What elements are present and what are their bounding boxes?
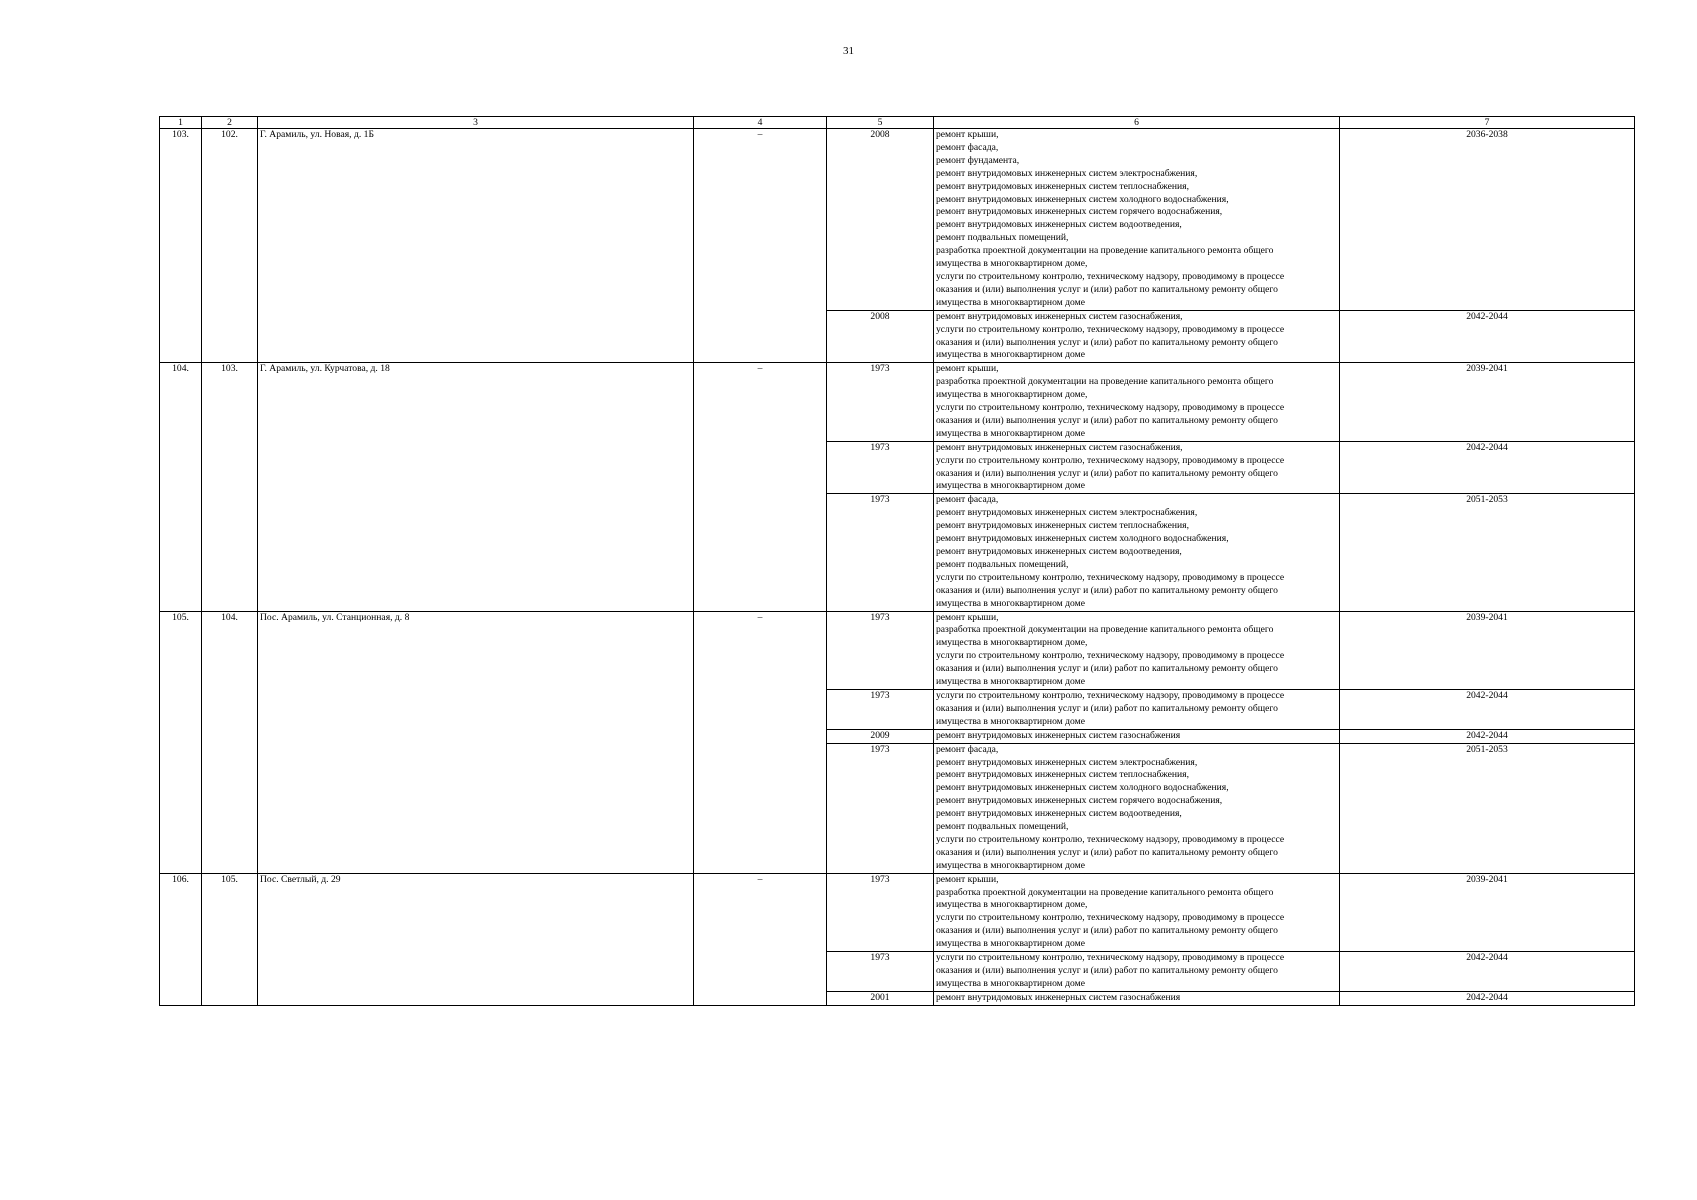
row-number: 105.: [160, 611, 202, 873]
works-cell: ремонт крыши, ремонт фасада, ремонт фундамента, ремонт внутридомовых инженерных систем электроснабжения, ремонт внутридомовых инженерных систем теплоснабжения, ремонт внутридомовых инженерных систем холодного водоснабжения, ремонт внутридомовых инженерных систем горячего водоснабжения, ремонт внутридомовых инженерных систем водоотведения, ремонт подвальных помещений, разработка проектной документации на проведение капитального ремонта общего имущества в многоквартирном доме, услуги по строительному контролю, техническому надзору, проводимому в процессе оказания и (или) выполнения услуг и (или) работ по капитальному ремонту общего имущества в многоквартирном доме: [934, 129, 1340, 311]
year-cell: 2009: [827, 729, 934, 743]
column-header-4: 4: [694, 117, 827, 129]
period-cell: 2042-2044: [1340, 729, 1635, 743]
page-number: 31: [843, 45, 854, 57]
works-cell: услуги по строительному контролю, техническому надзору, проводимому в процессе оказания и (или) выполнения услуг и (или) работ по капитальному ремонту общего имущества в многоквартирном доме: [934, 689, 1340, 729]
capital-repair-table: [159, 116, 1635, 1006]
row-sub-number: 102.: [202, 129, 258, 363]
col4-cell: –: [694, 129, 827, 363]
year-cell: 1973: [827, 611, 934, 689]
period-cell: 2036-2038: [1340, 129, 1635, 311]
period-cell: 2051-2053: [1340, 494, 1635, 611]
table-row: [160, 873, 1635, 951]
period-cell: 2039-2041: [1340, 873, 1635, 951]
works-cell: ремонт крыши, разработка проектной документации на проведение капитального ремонта общего имущества в многоквартирном доме, услуги по строительному контролю, техническому надзору, проводимому в процессе оказания и (или) выполнения услуг и (или) работ по капитальному ремонту общего имущества в многоквартирном доме: [934, 363, 1340, 441]
address-cell: Пос. Арамиль, ул. Станционная, д. 8: [258, 611, 694, 873]
row-number: 103.: [160, 129, 202, 363]
column-header-5: 5: [827, 117, 934, 129]
works-cell: ремонт фасада, ремонт внутридомовых инженерных систем электроснабжения, ремонт внутридомовых инженерных систем теплоснабжения, ремонт внутридомовых инженерных систем холодного водоснабжения, ремонт внутридомовых инженерных систем водоотведения, ремонт подвальных помещений, услуги по строительному контролю, техническому надзору, проводимому в процессе оказания и (или) выполнения услуг и (или) работ по капитальному ремонту общего имущества в многоквартирном доме: [934, 494, 1340, 611]
address-cell: Г. Арамиль, ул. Курчатова, д. 18: [258, 363, 694, 611]
period-cell: 2039-2041: [1340, 363, 1635, 441]
year-cell: 1973: [827, 441, 934, 494]
period-cell: 2042-2044: [1340, 689, 1635, 729]
row-sub-number: 105.: [202, 873, 258, 1005]
period-cell: 2042-2044: [1340, 310, 1635, 363]
column-header-1: 1: [160, 117, 202, 129]
year-cell: 1973: [827, 743, 934, 873]
works-cell: ремонт крыши, разработка проектной документации на проведение капитального ремонта общего имущества в многоквартирном доме, услуги по строительному контролю, техническому надзору, проводимому в процессе оказания и (или) выполнения услуг и (или) работ по капитальному ремонту общего имущества в многоквартирном доме: [934, 873, 1340, 951]
row-number: 104.: [160, 363, 202, 611]
period-cell: 2051-2053: [1340, 743, 1635, 873]
table-row: [160, 129, 1635, 311]
table-body: [160, 129, 1635, 1006]
year-cell: 1973: [827, 952, 934, 992]
col4-cell: –: [694, 363, 827, 611]
table-row: [160, 363, 1635, 441]
works-cell: ремонт внутридомовых инженерных систем газоснабжения, услуги по строительному контролю, техническому надзору, проводимому в процессе оказания и (или) выполнения услуг и (или) работ по капитальному ремонту общего имущества в многоквартирном доме: [934, 441, 1340, 494]
year-cell: 2008: [827, 129, 934, 311]
address-cell: Г. Арамиль, ул. Новая, д. 1Б: [258, 129, 694, 363]
year-cell: 2001: [827, 991, 934, 1005]
col4-cell: –: [694, 873, 827, 1005]
row-sub-number: 103.: [202, 363, 258, 611]
address-cell: Пос. Светлый, д. 29: [258, 873, 694, 1005]
year-cell: 2008: [827, 310, 934, 363]
table-header-row: [160, 117, 1635, 129]
works-cell: ремонт крыши, разработка проектной документации на проведение капитального ремонта общего имущества в многоквартирном доме, услуги по строительному контролю, техническому надзору, проводимому в процессе оказания и (или) выполнения услуг и (или) работ по капитальному ремонту общего имущества в многоквартирном доме: [934, 611, 1340, 689]
year-cell: 1973: [827, 363, 934, 441]
column-header-2: 2: [202, 117, 258, 129]
period-cell: 2042-2044: [1340, 952, 1635, 992]
year-cell: 1973: [827, 494, 934, 611]
row-sub-number: 104.: [202, 611, 258, 873]
period-cell: 2039-2041: [1340, 611, 1635, 689]
works-cell: услуги по строительному контролю, техническому надзору, проводимому в процессе оказания и (или) выполнения услуг и (или) работ по капитальному ремонту общего имущества в многоквартирном доме: [934, 952, 1340, 992]
works-cell: ремонт внутридомовых инженерных систем газоснабжения: [934, 729, 1340, 743]
works-cell: ремонт внутридомовых инженерных систем газоснабжения: [934, 991, 1340, 1005]
column-header-7: 7: [1340, 117, 1635, 129]
row-number: 106.: [160, 873, 202, 1005]
col4-cell: –: [694, 611, 827, 873]
year-cell: 1973: [827, 873, 934, 951]
table-row: [160, 611, 1635, 689]
period-cell: 2042-2044: [1340, 441, 1635, 494]
works-cell: ремонт фасада, ремонт внутридомовых инженерных систем электроснабжения, ремонт внутридомовых инженерных систем теплоснабжения, ремонт внутридомовых инженерных систем холодного водоснабжения, ремонт внутридомовых инженерных систем горячего водоснабжения, ремонт внутридомовых инженерных систем водоотведения, ремонт подвальных помещений, услуги по строительному контролю, техническому надзору, проводимому в процессе оказания и (или) выполнения услуг и (или) работ по капитальному ремонту общего имущества в многоквартирном доме: [934, 743, 1340, 873]
period-cell: 2042-2044: [1340, 991, 1635, 1005]
column-header-6: 6: [934, 117, 1340, 129]
year-cell: 1973: [827, 689, 934, 729]
column-header-3: 3: [258, 117, 694, 129]
works-cell: ремонт внутридомовых инженерных систем газоснабжения, услуги по строительному контролю, техническому надзору, проводимому в процессе оказания и (или) выполнения услуг и (или) работ по капитальному ремонту общего имущества в многоквартирном доме: [934, 310, 1340, 363]
